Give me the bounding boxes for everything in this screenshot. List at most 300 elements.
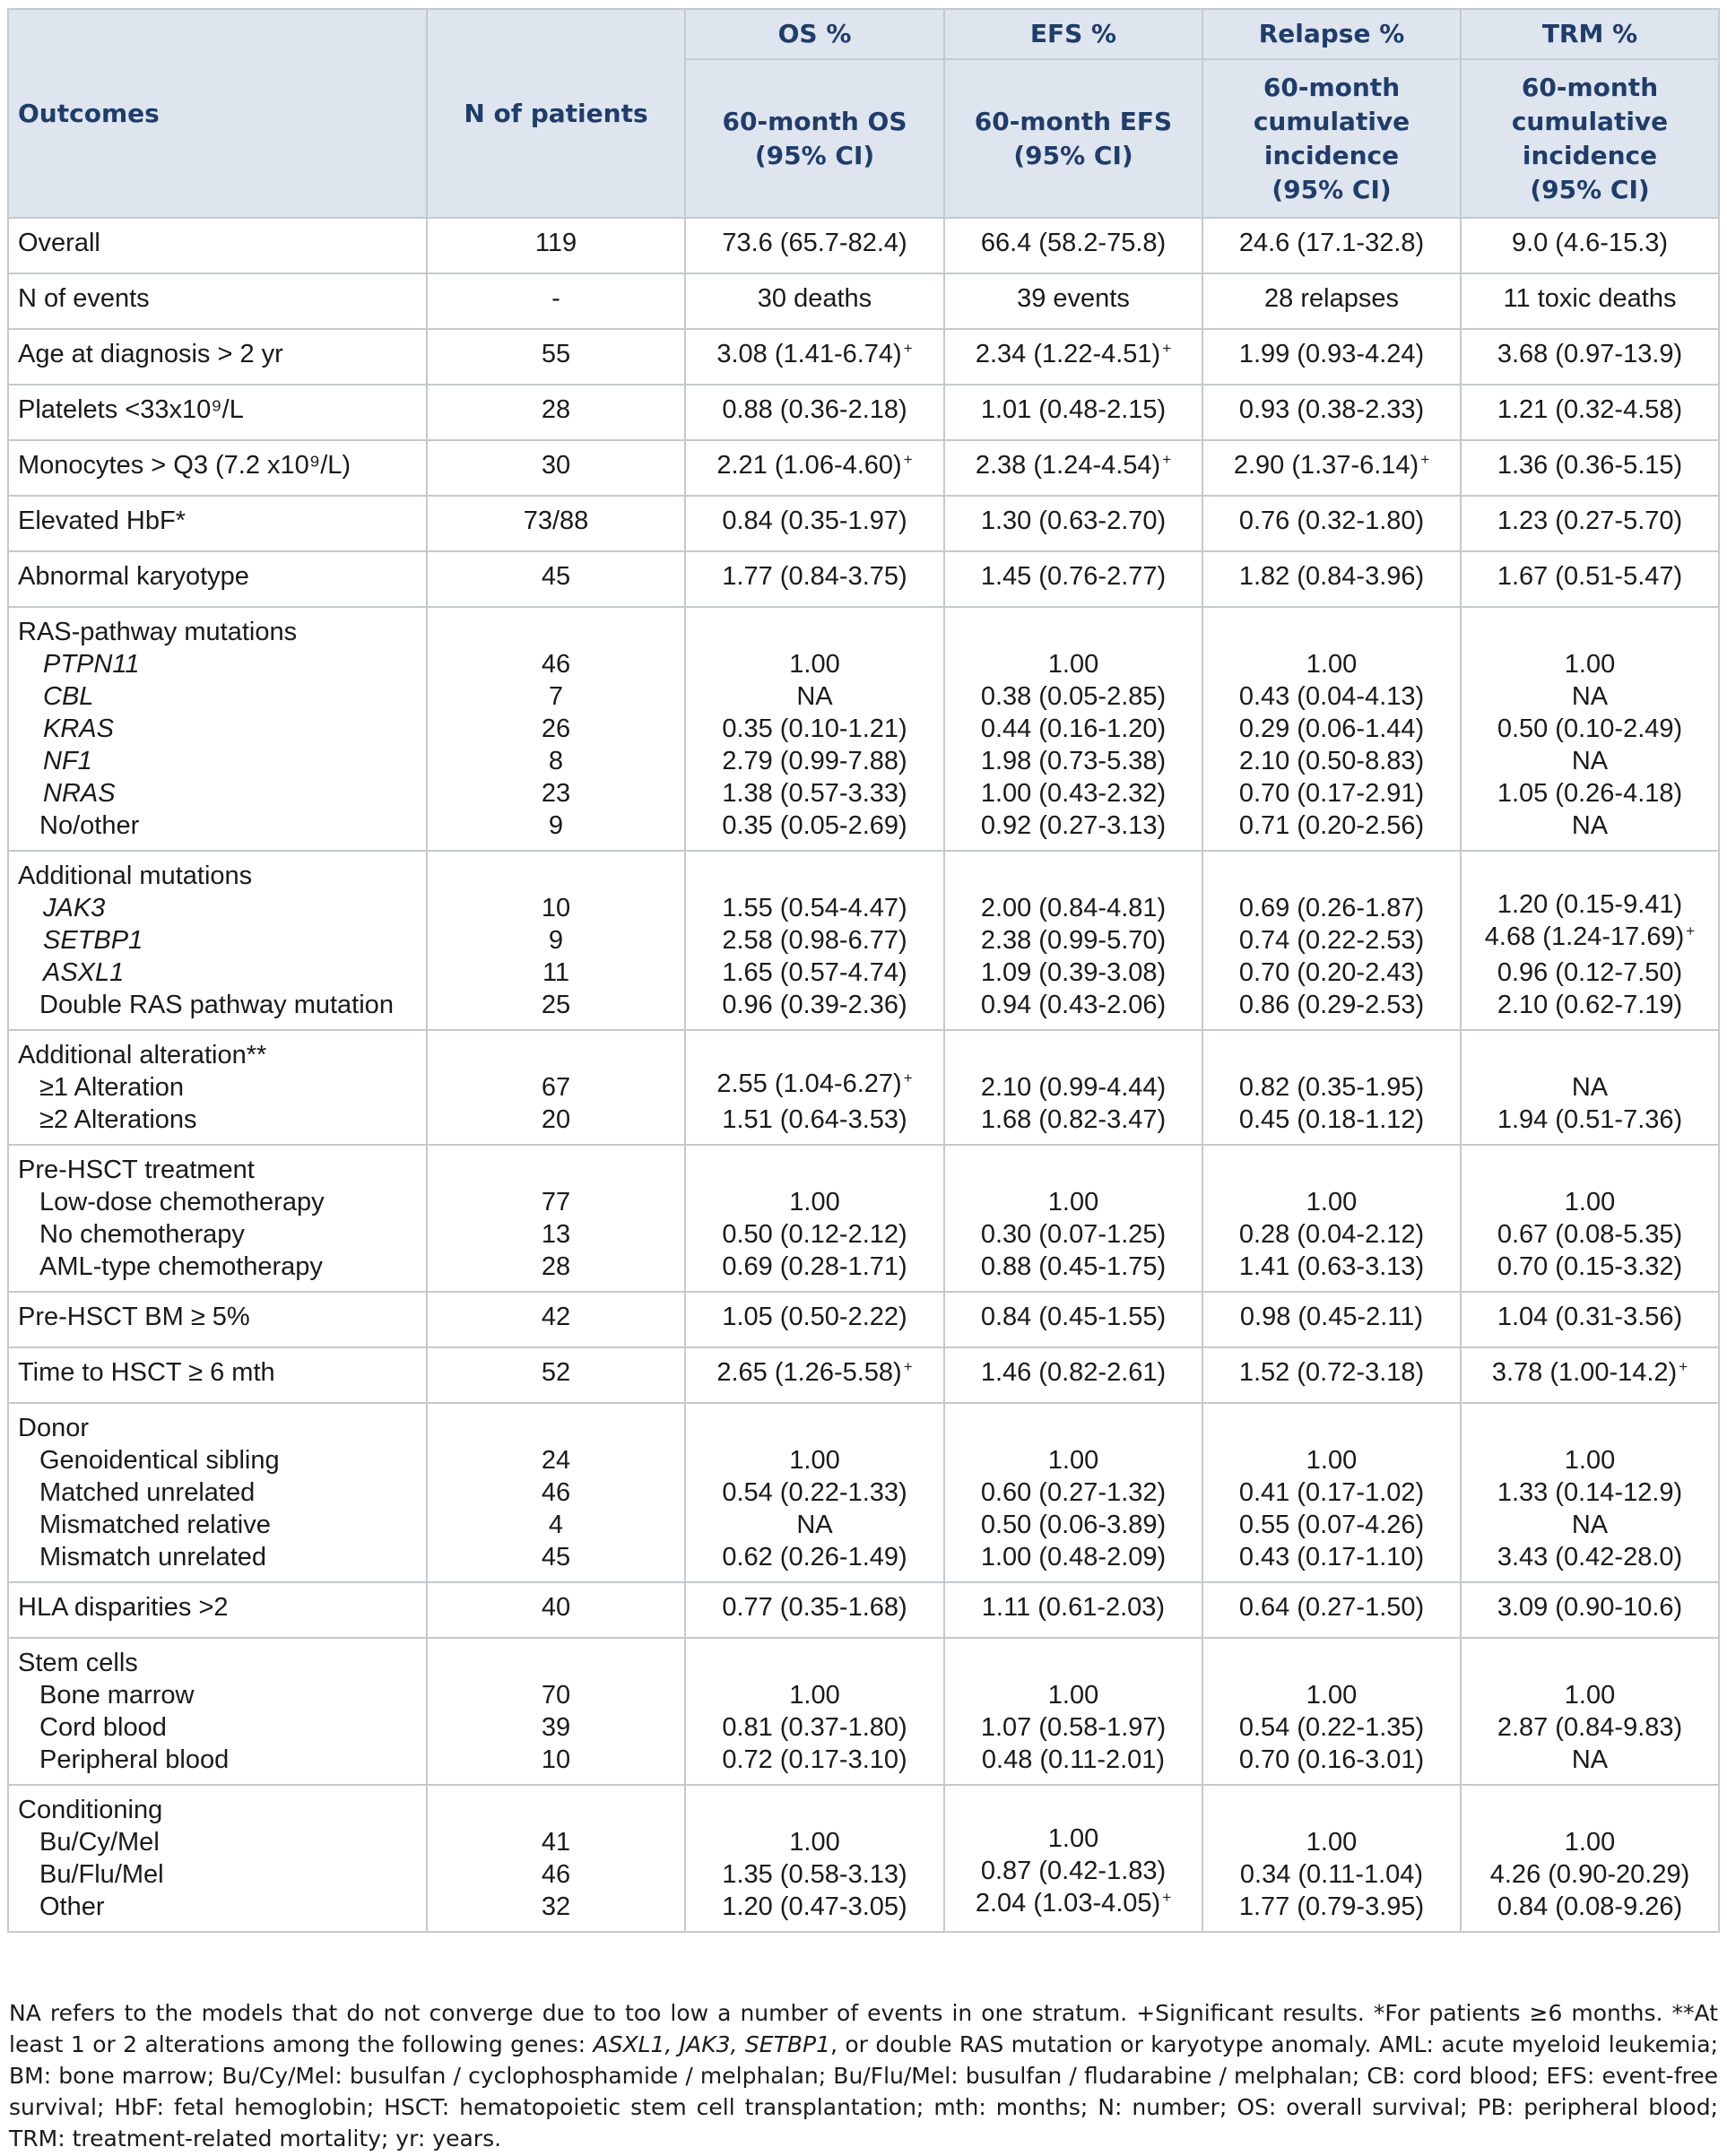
group-donor-os (685, 1403, 944, 1582)
group-3-item-trm-value: 0.70 (0.15-3.32) (1497, 1252, 1683, 1281)
row2-1-n (427, 1347, 685, 1403)
row-5-efs-cell-value: 1.30 (0.63-2.70) (980, 507, 1167, 535)
group-0-item-n (428, 777, 684, 810)
row-4-trm-cell (1462, 449, 1718, 481)
row-2-label: Age at diagnosis > 2 yr (8, 329, 427, 385)
group-1-item-os-value: 1.65 (0.57-4.74) (722, 958, 907, 987)
group-stem-cells-item-efs-value: 0.48 (0.11-2.01) (981, 1745, 1166, 1774)
group-conditioning-item-trm (1462, 1826, 1718, 1858)
group-donor-item-trm-value: NA (1571, 1511, 1609, 1539)
group-3-item-rel-value: 1.41 (0.63-3.13) (1238, 1252, 1425, 1281)
row-4-n-cell-value: 30 (541, 451, 571, 480)
group-2-item-rel (1203, 1104, 1460, 1136)
group-1-item-efs (945, 924, 1202, 957)
group-3-item-efs (945, 1218, 1202, 1251)
row-2-trm-cell (1462, 338, 1718, 370)
header-outcomes: Outcomes (8, 9, 427, 218)
group-0-item-rel (1203, 648, 1460, 680)
group-1-rel (1202, 851, 1461, 1030)
row-4-n-cell (428, 449, 684, 481)
group-2-item-label: ≥1 Alteration (39, 1073, 185, 1102)
group-0-item-n-value: 9 (548, 811, 564, 840)
row-4 (8, 440, 1719, 496)
row-2-n (427, 329, 685, 385)
group-donor-item-rel (1203, 1476, 1460, 1509)
row-3-os (685, 385, 944, 440)
row-5-label: Elevated HbF* (8, 496, 427, 551)
row2-1-os-cell-significance-mark: + (903, 1358, 913, 1375)
group-stem-cells-item-os (686, 1679, 943, 1711)
subheader-os: 60-month OS (95% CI) (685, 59, 944, 218)
group-conditioning-item-n (428, 1891, 684, 1923)
row-3-trm-cell-value: 1.21 (0.32-4.58) (1497, 395, 1683, 424)
group-3-item-rel (1203, 1251, 1460, 1283)
group-3-item-rel (1203, 1186, 1460, 1218)
row-6-rel (1202, 551, 1461, 607)
row-hla-rel (1202, 1582, 1461, 1638)
group-2-item-efs-value: 1.68 (0.82-3.47) (980, 1105, 1167, 1134)
group-conditioning-item-trm-value: 1.00 (1564, 1828, 1616, 1857)
row-0-n-cell (428, 227, 684, 259)
row-1 (8, 273, 1719, 329)
group-stem-cells-item-label: Bone marrow (39, 1681, 195, 1710)
group-2-item-n (428, 1104, 684, 1136)
group-donor-item-trm-value: 3.43 (0.42-28.0) (1497, 1543, 1683, 1572)
group-stem-cells-trm (1461, 1638, 1719, 1785)
row2-1-trm-cell (1462, 1356, 1718, 1392)
row-0 (8, 218, 1719, 273)
group-0-item-rel-value: 0.71 (0.20-2.56) (1238, 811, 1425, 840)
subheader-efs: 60-month EFS (95% CI) (944, 59, 1202, 218)
group-stem-cells-item-label: Cord blood (39, 1713, 167, 1742)
row-4-efs-cell-value: 2.38 (1.24-4.54) (975, 451, 1161, 480)
group-2-item-efs-value: 2.10 (0.99-4.44) (980, 1073, 1167, 1102)
group-3-rel (1202, 1145, 1461, 1292)
row-6-os-cell (686, 560, 943, 593)
group-stem-cells-item-rel (1203, 1711, 1460, 1744)
row-0-n (427, 218, 685, 273)
group-1-item-trm (1462, 957, 1718, 989)
row2-1-os (685, 1347, 944, 1403)
group-1-item-trm-value: 1.20 (0.15-9.41) (1497, 890, 1683, 919)
group-donor-efs (944, 1403, 1202, 1582)
row-2-rel (1202, 329, 1461, 385)
group-2-efs (944, 1030, 1202, 1145)
group-stem-cells-item-n-value: 39 (541, 1713, 571, 1742)
group-0-item-os (686, 810, 943, 842)
group-2-item-efs (945, 1104, 1202, 1136)
group-donor-item-rel-value: 0.43 (0.17-1.10) (1238, 1543, 1425, 1572)
group-conditioning-trm (1461, 1785, 1719, 1932)
row-4-os-cell-value: 2.21 (1.06-4.60) (716, 451, 902, 480)
group-1-item-os (686, 892, 943, 924)
group-0-item-n (428, 680, 684, 713)
group-donor-item-n-value: 45 (541, 1543, 571, 1572)
group-2-item-efs (945, 1071, 1202, 1104)
row-hla-n (427, 1582, 685, 1638)
row-1-trm-cell (1462, 282, 1718, 315)
group-donor-item-os (686, 1541, 943, 1573)
group-3-item-trm (1462, 1251, 1718, 1283)
group-0-trm (1461, 607, 1719, 851)
group-donor-item-label: Genoidentical sibling (39, 1446, 280, 1475)
row-5-trm-cell (1462, 505, 1718, 537)
row-3 (8, 385, 1719, 440)
row-4-trm (1461, 440, 1719, 496)
group-conditioning-item-rel-value: 0.34 (0.11-1.04) (1239, 1860, 1424, 1889)
group-conditioning-item-rel (1203, 1858, 1460, 1891)
group-3-item-trm (1462, 1186, 1718, 1218)
group-conditioning-item-n (428, 1858, 684, 1891)
row-0-trm (1461, 218, 1719, 273)
group-3-item-n-value: 77 (541, 1188, 571, 1217)
group-0-item-rel-value: 1.00 (1306, 650, 1358, 679)
row-4-efs (944, 440, 1202, 496)
group-0-item-rel (1203, 745, 1460, 777)
group-conditioning-item-efs (945, 1823, 1202, 1855)
group-1-item-n-value: 25 (541, 991, 571, 1019)
row-5-n-cell-value: 73/88 (523, 507, 589, 535)
row-6-label: Abnormal karyotype (8, 551, 427, 607)
row-hla-os-cell (686, 1591, 943, 1623)
row2-0-trm-cell-value: 1.04 (0.31-3.56) (1497, 1303, 1683, 1331)
row2-1-trm-cell-value: 3.78 (1.00-14.2) (1491, 1358, 1678, 1387)
row-6-n-cell-value: 45 (541, 562, 571, 591)
group-donor-item-rel (1203, 1509, 1460, 1541)
group-0-item-label: No/other (39, 811, 140, 840)
group-conditioning-item-trm-value: 0.84 (0.08-9.26) (1497, 1892, 1683, 1921)
row-hla-label: HLA disparities >2 (8, 1582, 427, 1638)
group-1-labels (8, 851, 427, 1030)
group-1-item-n (428, 989, 684, 1021)
group-donor-item-os (686, 1476, 943, 1509)
row-3-efs-cell-value: 1.01 (0.48-2.15) (980, 395, 1167, 424)
row-6-os-cell-value: 1.77 (0.84-3.75) (722, 562, 907, 591)
group-stem-cells-item-os-value: 0.72 (0.17-3.10) (722, 1745, 907, 1774)
group-0-item-efs (945, 680, 1202, 713)
group-1-item-trm (1462, 989, 1718, 1021)
row-0-efs-cell-value: 66.4 (58.2-75.8) (980, 229, 1167, 257)
group-3-item-n (428, 1186, 684, 1218)
group-1-trm (1461, 851, 1719, 1030)
group-3-item-label: AML-type chemotherapy (39, 1252, 323, 1281)
row-2-os (685, 329, 944, 385)
group-conditioning-item-n-value: 41 (541, 1828, 571, 1857)
row-hla-rel-cell (1203, 1591, 1460, 1623)
group-0-item-trm (1462, 713, 1718, 745)
row-3-rel (1202, 385, 1461, 440)
group-donor-n (427, 1403, 685, 1582)
group-1-item-rel-value: 0.69 (0.26-1.87) (1238, 894, 1425, 922)
row-0-rel (1202, 218, 1461, 273)
group-conditioning (8, 1785, 1719, 1932)
row2-1-efs-cell-value: 1.46 (0.82-2.61) (980, 1358, 1167, 1387)
group-stem-cells-item-rel-value: 1.00 (1306, 1681, 1358, 1710)
row-1-trm (1461, 273, 1719, 329)
group-conditioning-item-efs (945, 1887, 1202, 1923)
group-conditioning-item-efs-value: 0.87 (0.42-1.83) (980, 1857, 1167, 1885)
row-4-trm-cell-value: 1.36 (0.36-5.15) (1497, 451, 1683, 480)
group-stem-cells-item-n-value: 70 (541, 1681, 571, 1710)
row-5-n (427, 496, 685, 551)
group-donor-item-efs-value: 0.50 (0.06-3.89) (980, 1511, 1167, 1539)
group-1-item-efs-value: 2.38 (0.99-5.70) (980, 926, 1167, 955)
group-0-item-os (686, 713, 943, 745)
group-1 (8, 851, 1719, 1030)
row2-1-n-cell-value: 52 (541, 1358, 571, 1387)
group-donor-item-n-value: 24 (541, 1446, 571, 1475)
group-3-item-os (686, 1186, 943, 1218)
row-6-n (427, 551, 685, 607)
row2-0-efs (944, 1292, 1202, 1347)
group-1-item-n-value: 11 (542, 958, 570, 987)
group-0-item-rel (1203, 713, 1460, 745)
group-0-item-trm (1462, 680, 1718, 713)
row-0-os (685, 218, 944, 273)
row-1-efs (944, 273, 1202, 329)
row-3-rel-cell (1203, 394, 1460, 426)
row-6-trm-cell (1462, 560, 1718, 593)
group-0-item-n (428, 810, 684, 842)
row-5-trm (1461, 496, 1719, 551)
row2-0-efs-cell-value: 0.84 (0.45-1.55) (980, 1303, 1167, 1331)
group-0-item-efs-value: 0.92 (0.27-3.13) (980, 811, 1167, 840)
row-hla (8, 1582, 1719, 1638)
row-6-trm (1461, 551, 1719, 607)
row-1-rel-cell-value: 28 relapses (1264, 284, 1399, 313)
group-conditioning-item-os (686, 1826, 943, 1858)
group-conditioning-item-os (686, 1891, 943, 1923)
group-2-item-os (686, 1104, 943, 1136)
group-0-item-efs (945, 777, 1202, 810)
table-footnote (9, 1997, 1718, 2154)
group-1-item-label: ASXL1 (43, 958, 125, 987)
group-0-item-trm-value: 1.05 (0.26-4.18) (1497, 779, 1683, 808)
row-0-rel-cell-value: 24.6 (17.1-32.8) (1238, 229, 1425, 257)
group-donor-item-efs-value: 0.60 (0.27-1.32) (980, 1478, 1167, 1507)
group-3-item-os (686, 1218, 943, 1251)
group-1-efs (944, 851, 1202, 1030)
group-stem-cells-item-n (428, 1744, 684, 1776)
row2-0-trm-cell (1462, 1301, 1718, 1333)
row-4-os (685, 440, 944, 496)
group-1-item-trm-value: 2.10 (0.62-7.19) (1497, 991, 1683, 1019)
row-2-trm-cell-value: 3.68 (0.97-13.9) (1497, 340, 1683, 368)
row-0-n-cell-value: 119 (534, 229, 577, 257)
row-5-rel-cell-value: 0.76 (0.32-1.80) (1238, 507, 1425, 535)
row2-0-n (427, 1292, 685, 1347)
group-0-item-efs-value: 0.38 (0.05-2.85) (980, 682, 1167, 711)
group-3-item-n (428, 1251, 684, 1283)
group-0-item-trm (1462, 777, 1718, 810)
row2-1-efs-cell (945, 1356, 1202, 1389)
row2-0-os (685, 1292, 944, 1347)
row2-0-os-cell (686, 1301, 943, 1333)
group-3-item-trm (1462, 1218, 1718, 1251)
group-stem-cells-item-efs-value: 1.00 (1047, 1681, 1099, 1710)
group-0-item-rel-value: 2.10 (0.50-8.83) (1238, 747, 1425, 775)
group-3-item-efs (945, 1186, 1202, 1218)
group-donor-item-n-value: 4 (548, 1511, 564, 1539)
group-0-item-label: NF1 (43, 747, 92, 775)
group-stem-cells-item-os-value: 0.81 (0.37-1.80) (722, 1713, 907, 1742)
row2-1-os-cell (686, 1356, 943, 1392)
group-donor-item-trm-value: 1.33 (0.14-12.9) (1497, 1478, 1683, 1507)
group-conditioning-item-trm (1462, 1858, 1718, 1891)
group-1-item-efs (945, 989, 1202, 1021)
row-3-os-cell (686, 394, 943, 426)
row-4-rel-cell-value: 2.90 (1.37-6.14) (1233, 451, 1419, 480)
row-1-os (685, 273, 944, 329)
group-3-efs (944, 1145, 1202, 1292)
group-donor-title: Donor (18, 1414, 89, 1442)
group-1-item-n (428, 924, 684, 957)
group-conditioning-item-n (428, 1826, 684, 1858)
group-1-item-efs (945, 892, 1202, 924)
footnote-abbreviations: , or double RAS mutation or karyotype anomaly. AML: acute myeloid leukemia; BM: bone marrow; Bu/Cy/Mel: busulfan / cyclophosphamide / melphalan; Bu/Flu/Mel: busulfan / fludarabine / melphalan; CB: cord blood; EFS: event-free survival; HbF: fetal hemoglobin; HSCT: hematopoietic stem cell transplantation; mth: months; N: number; OS: overall survival; PB: peripheral blood; TRM: treatment-related mortality; yr: years. (9, 2031, 1718, 2152)
group-stem-cells-item-os (686, 1744, 943, 1776)
row-5-n-cell (428, 505, 684, 537)
group-stem-cells-item-efs (945, 1744, 1202, 1776)
group-stem-cells-item-os (686, 1711, 943, 1744)
row-3-efs (944, 385, 1202, 440)
group-0 (8, 607, 1719, 851)
group-2-item-trm (1462, 1104, 1718, 1136)
group-3-n (427, 1145, 685, 1292)
group-donor-item-n-value: 46 (541, 1478, 571, 1507)
row-1-n-cell (428, 282, 684, 315)
group-3-item-trm-value: 1.00 (1564, 1188, 1616, 1217)
group-0-item-os (686, 745, 943, 777)
group-0-item-n-value: 26 (541, 714, 571, 743)
group-donor-item-efs (945, 1541, 1202, 1573)
group-stem-cells-item-rel (1203, 1679, 1460, 1711)
group-3-item-os (686, 1251, 943, 1283)
group-2-item-os-value: 2.55 (1.04-6.27) (716, 1069, 902, 1098)
row-1-rel (1202, 273, 1461, 329)
group-1-n (427, 851, 685, 1030)
row-4-rel-cell-significance-mark: + (1420, 451, 1430, 468)
group-3-item-efs-value: 0.88 (0.45-1.75) (980, 1252, 1167, 1281)
group-3-title: Pre-HSCT treatment (18, 1156, 255, 1184)
group-conditioning-item-os-value: 1.00 (789, 1828, 840, 1857)
group-0-item-efs-value: 1.00 (0.43-2.32) (980, 779, 1167, 808)
group-stem-cells-item-rel-value: 0.54 (0.22-1.35) (1238, 1713, 1425, 1742)
row-4-os-cell-significance-mark: + (903, 451, 913, 468)
group-stem-cells-item-trm-value: 1.00 (1564, 1681, 1616, 1710)
group-donor-labels (8, 1403, 427, 1582)
row-hla-n-cell-value: 40 (541, 1593, 571, 1622)
group-0-item-rel-value: 0.29 (0.06-1.44) (1238, 714, 1425, 743)
row2-1-n-cell (428, 1356, 684, 1389)
row-2 (8, 329, 1719, 385)
group-0-item-rel-value: 0.70 (0.17-2.91) (1238, 779, 1425, 808)
group-0-item-rel (1203, 680, 1460, 713)
group-0-item-trm (1462, 745, 1718, 777)
group-0-item-n (428, 713, 684, 745)
row-4-rel (1202, 440, 1461, 496)
group-0-n (427, 607, 685, 851)
group-1-item-os-value: 0.96 (0.39-2.36) (722, 991, 907, 1019)
row-2-n-cell (428, 338, 684, 370)
group-0-item-label: CBL (43, 682, 94, 711)
group-donor-item-rel-value: 0.41 (0.17-1.02) (1238, 1478, 1425, 1507)
row-1-n-cell-value: - (551, 284, 560, 313)
group-2-trm (1461, 1030, 1719, 1145)
group-3-item-n (428, 1218, 684, 1251)
row-3-n-cell-value: 28 (541, 395, 571, 424)
group-stem-cells-item-rel-value: 0.70 (0.16-3.01) (1238, 1745, 1425, 1774)
group-donor-item-rel-value: 1.00 (1306, 1446, 1358, 1475)
row2-1-trm-cell-significance-mark: + (1679, 1358, 1688, 1375)
group-1-item-efs-value: 0.94 (0.43-2.06) (980, 991, 1167, 1019)
group-stem-cells-item-efs (945, 1711, 1202, 1744)
header-n-patients: N of patients (427, 9, 685, 218)
group-stem-cells-item-efs-value: 1.07 (0.58-1.97) (980, 1713, 1167, 1742)
group-3-item-label: Low-dose chemotherapy (39, 1188, 325, 1217)
group-3-item-efs-value: 0.30 (0.07-1.25) (980, 1220, 1167, 1249)
group-conditioning-rel (1202, 1785, 1461, 1932)
row-3-trm-cell (1462, 394, 1718, 426)
group-stem-cells-labels (8, 1638, 427, 1785)
group-0-item-n (428, 648, 684, 680)
group-0-item-trm (1462, 810, 1718, 842)
group-3-item-os-value: 0.50 (0.12-2.12) (722, 1220, 907, 1249)
group-1-item-rel (1203, 892, 1460, 924)
group-3-item-efs (945, 1251, 1202, 1283)
group-1-item-trm-significance-mark: + (1686, 922, 1696, 939)
group-2-item-os-significance-mark: + (903, 1069, 913, 1087)
group-conditioning-item-trm-value: 4.26 (0.90-20.29) (1489, 1860, 1690, 1889)
row2-1-rel-cell (1203, 1356, 1460, 1389)
group-donor-item-efs-value: 1.00 (1047, 1446, 1099, 1475)
group-conditioning-item-label: Bu/Cy/Mel (39, 1828, 160, 1857)
row-1-trm-cell-value: 11 toxic deaths (1503, 284, 1677, 313)
group-0-item-efs (945, 713, 1202, 745)
group-1-item-trm (1462, 888, 1718, 921)
group-conditioning-item-n-value: 46 (541, 1860, 571, 1889)
group-2-item-trm-value: 1.94 (0.51-7.36) (1497, 1105, 1683, 1134)
row-4-label: Monocytes > Q3 (7.2 x10⁹/L) (8, 440, 427, 496)
group-donor-item-rel (1203, 1541, 1460, 1573)
group-1-item-rel-value: 0.74 (0.22-2.53) (1238, 926, 1425, 955)
group-0-item-rel (1203, 810, 1460, 842)
row-3-trm (1461, 385, 1719, 440)
row-1-os-cell (686, 282, 943, 315)
group-1-item-efs (945, 957, 1202, 989)
group-0-item-efs (945, 648, 1202, 680)
group-3-labels (8, 1145, 427, 1292)
row2-1-rel (1202, 1347, 1461, 1403)
group-0-item-n-value: 46 (541, 650, 571, 679)
row-6-efs-cell-value: 1.45 (0.76-2.77) (980, 562, 1167, 591)
group-0-item-os-value: 0.35 (0.10-1.21) (722, 714, 907, 743)
group-3-item-n-value: 28 (541, 1252, 571, 1281)
row-5 (8, 496, 1719, 551)
row2-0-efs-cell (945, 1301, 1202, 1333)
group-2-item-n-value: 67 (541, 1073, 571, 1102)
group-3-item-rel (1203, 1218, 1460, 1251)
row-6-rel-cell-value: 1.82 (0.84-3.96) (1238, 562, 1425, 591)
row-hla-trm-cell-value: 3.09 (0.90-10.6) (1497, 1593, 1683, 1622)
group-stem-cells-item-efs (945, 1679, 1202, 1711)
group-2-item-trm (1462, 1071, 1718, 1104)
group-conditioning-item-trm (1462, 1891, 1718, 1923)
group-2-item-os (686, 1068, 943, 1104)
row-3-efs-cell (945, 394, 1202, 426)
row-5-os-cell-value: 0.84 (0.35-1.97) (722, 507, 907, 535)
row-hla-os (685, 1582, 944, 1638)
